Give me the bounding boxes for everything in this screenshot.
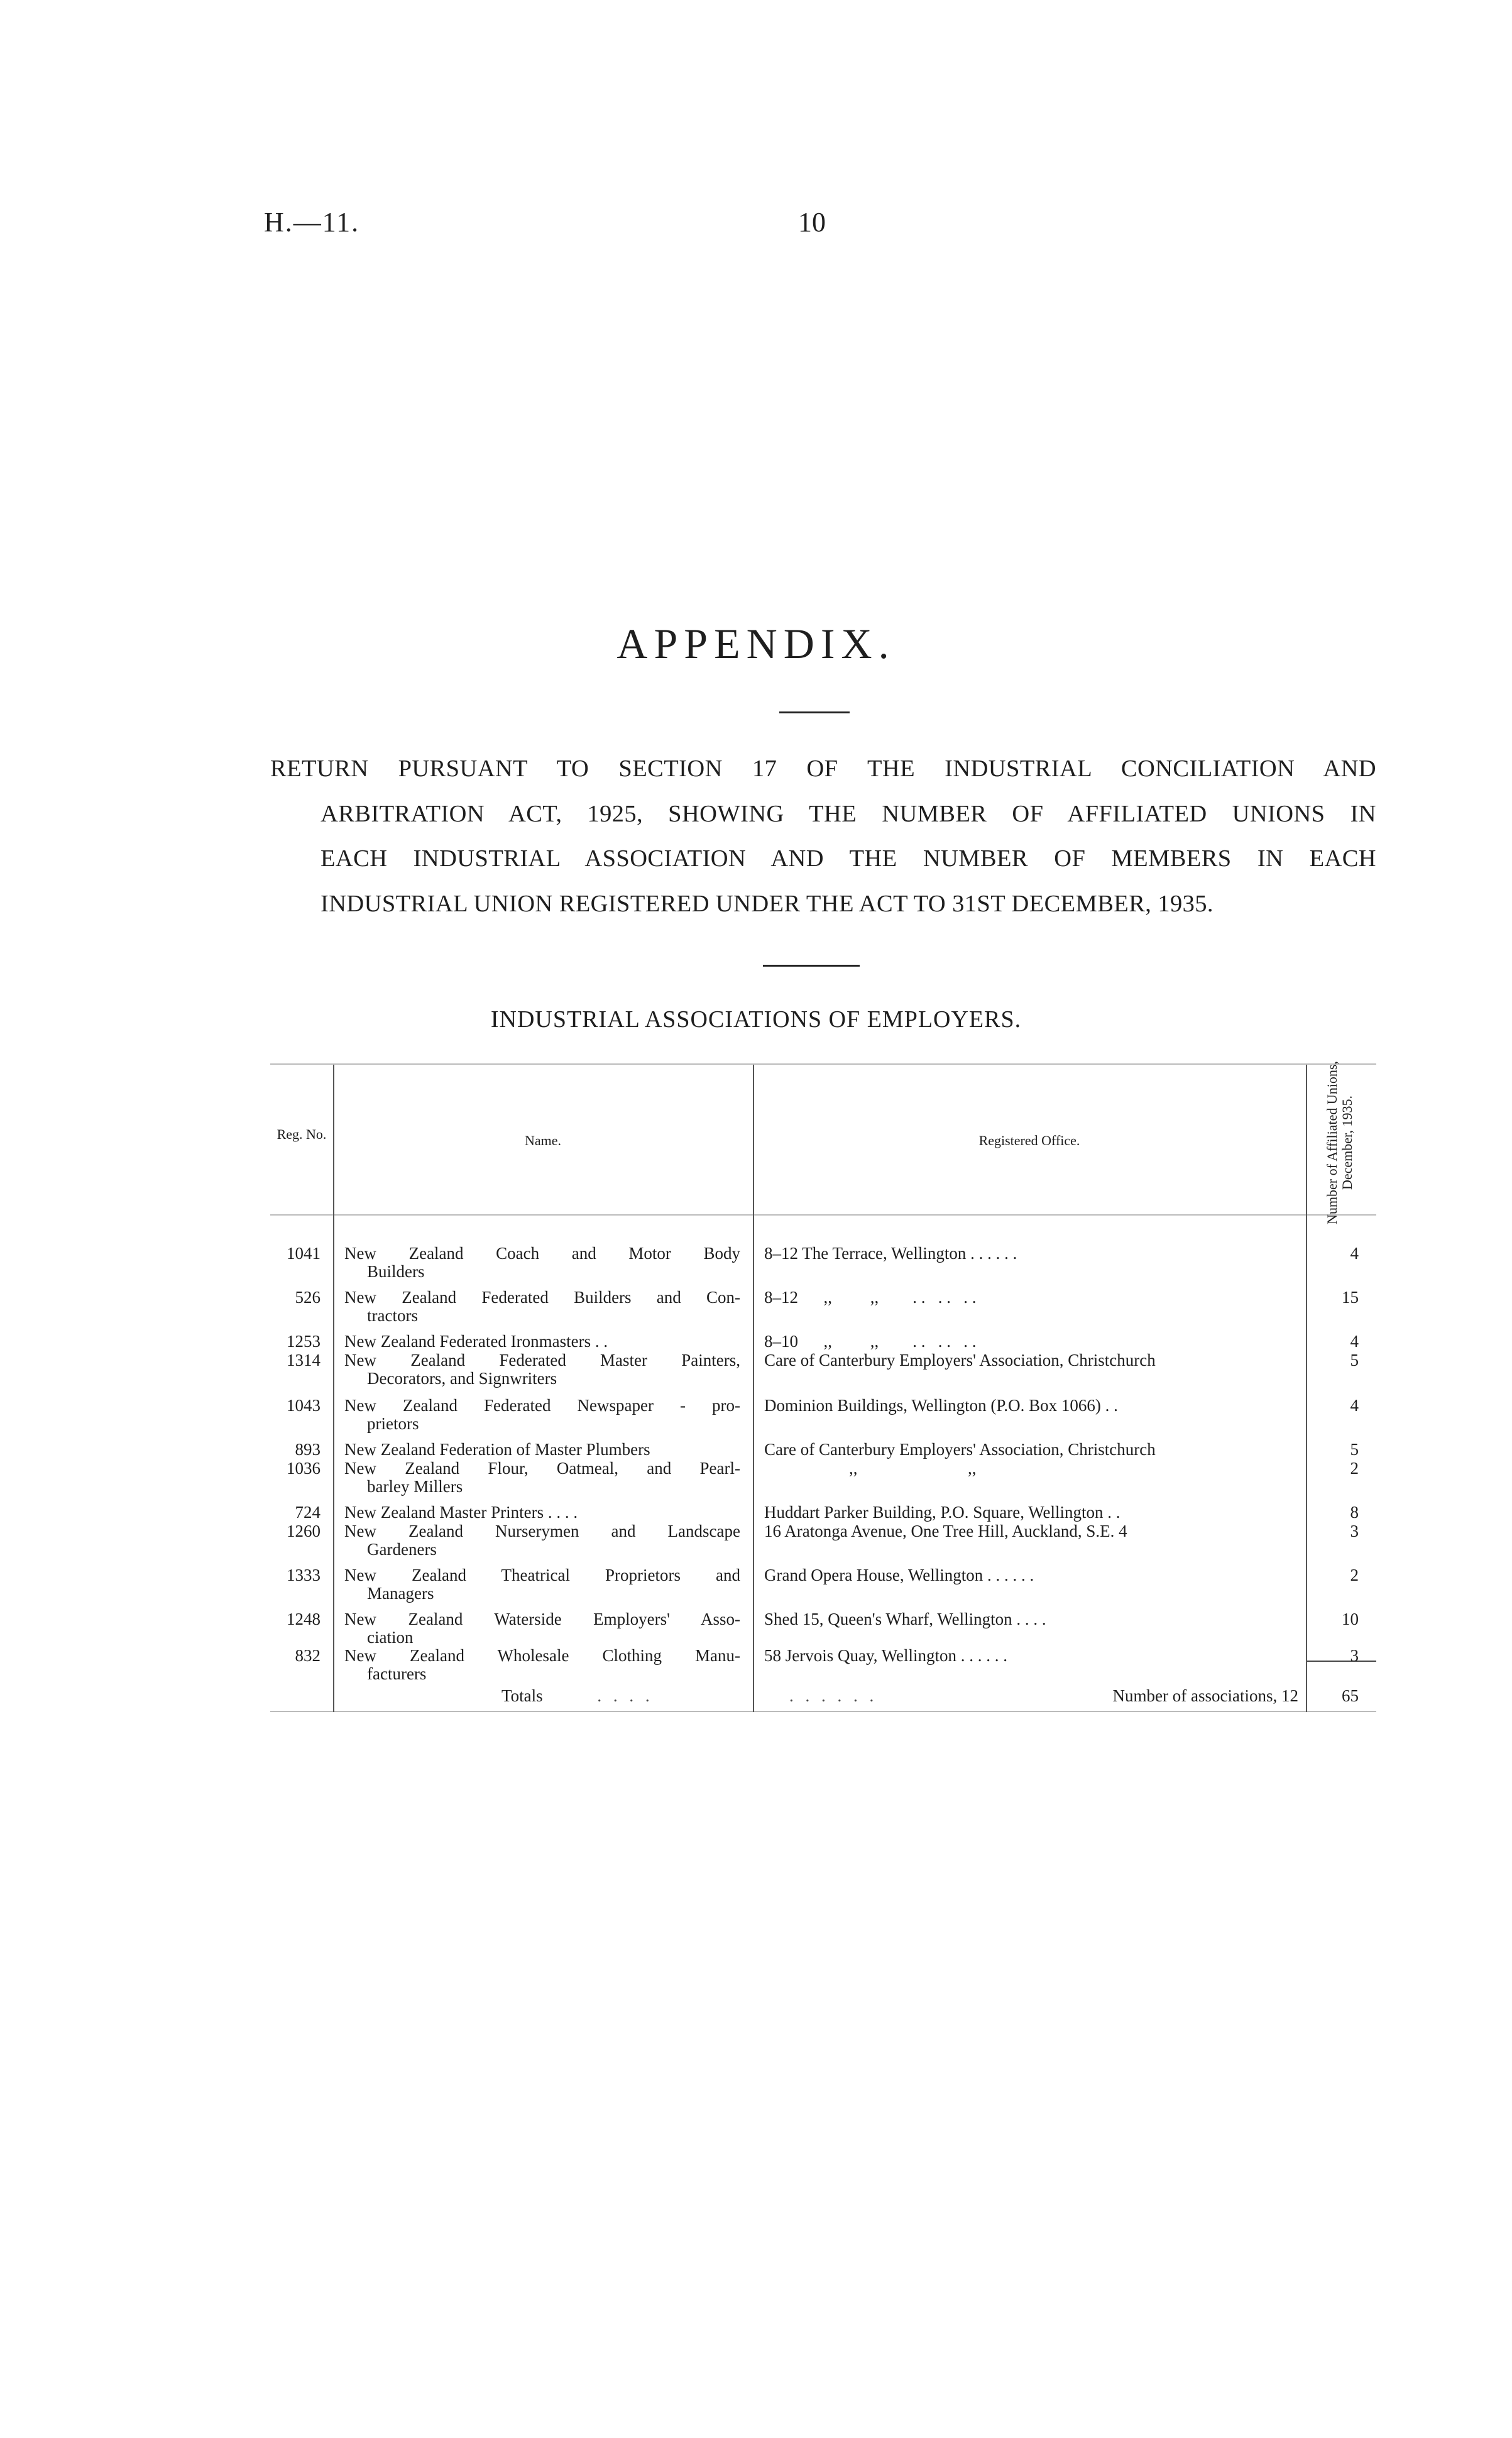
affiliated-count: 4: [1350, 1244, 1359, 1263]
reg-no: 893: [295, 1440, 320, 1459]
reg-no: 1036: [287, 1459, 320, 1478]
title-divider: [779, 711, 850, 713]
page-number: 10: [798, 207, 826, 238]
registered-office: Care of Canterbury Employers' Association, Christchurch: [764, 1440, 1156, 1459]
registered-office: Dominion Buildings, Wellington (P.O. Box 1066) . .: [764, 1396, 1118, 1415]
header-name: Name.: [524, 1133, 562, 1148]
registered-office: ,, ,,: [764, 1459, 977, 1478]
registered-office: Shed 15, Queen's Wharf, Wellington . . . .: [764, 1610, 1046, 1628]
header-office: Registered Office.: [978, 1133, 1080, 1148]
affiliated-count: 10: [1342, 1610, 1359, 1628]
affiliated-count: 5: [1350, 1440, 1359, 1459]
reg-no: 1248: [287, 1610, 320, 1628]
total-affiliated-count: 65: [1342, 1686, 1359, 1705]
totals-office-dots: . . . . . .: [789, 1686, 878, 1705]
reg-no: 526: [295, 1288, 320, 1307]
reg-no: 832: [295, 1646, 320, 1665]
totals-office-cell: [764, 1686, 1298, 1705]
affiliated-count: 4: [1350, 1332, 1359, 1351]
registered-office: 58 Jervois Quay, Wellington . . . . . .: [764, 1646, 1008, 1665]
reg-no: 1043: [287, 1396, 320, 1415]
totals-leader-dots: . . . .: [597, 1686, 654, 1705]
reg-no: 1333: [287, 1566, 320, 1584]
affiliated-count: 15: [1342, 1288, 1359, 1307]
affiliated-count: 8: [1350, 1503, 1359, 1522]
registered-office: 8–12 The Terrace, Wellington . . . . . .: [764, 1244, 1017, 1263]
association-name: New Zealand Federated Newspaper - pro- prietors: [344, 1396, 740, 1433]
intro-line: RETURN PURSUANT TO SECTION 17 OF THE INDUSTRIAL CONCILIATION AND: [270, 755, 1376, 782]
intro-line: EACH INDUSTRIAL ASSOCIATION AND THE NUMBER OF MEMBERS IN EACH: [320, 845, 1376, 872]
registered-office: Grand Opera House, Wellington . . . . . .: [764, 1566, 1034, 1584]
association-name: New Zealand Flour, Oatmeal, and Pearl- barley Millers: [344, 1459, 740, 1496]
column-divider: [1306, 1065, 1307, 1712]
page-reference: H.—11.: [264, 207, 360, 238]
association-name: New Zealand Nurserymen and Landscape Gardeners: [344, 1522, 740, 1559]
association-name: New Zealand Federation of Master Plumbers: [344, 1440, 650, 1459]
affiliated-count: 3: [1350, 1646, 1359, 1665]
intro-line: INDUSTRIAL UNION REGISTERED UNDER THE ACT TO 31ST DECEMBER, 1935.: [320, 890, 1213, 917]
associations-table: [270, 1063, 1376, 1717]
column-divider: [333, 1065, 334, 1712]
registered-office: 16 Aratonga Avenue, One Tree Hill, Auckland, S.E. 4: [764, 1522, 1127, 1540]
intro-paragraph: [270, 747, 1376, 926]
reg-no: 1314: [287, 1351, 320, 1370]
column-divider: [753, 1065, 754, 1712]
intro-line: ARBITRATION ACT, 1925, SHOWING THE NUMBER OF AFFILIATED UNIONS IN: [320, 800, 1376, 827]
association-name: New Zealand Federated Builders and Con- tractors: [344, 1288, 740, 1325]
registered-office: Huddart Parker Building, P.O. Square, Wellington . .: [764, 1503, 1120, 1522]
association-name: New Zealand Wholesale Clothing Manu- facturers: [344, 1646, 740, 1683]
section-title: INDUSTRIAL ASSOCIATIONS OF EMPLOYERS.: [490, 1006, 1022, 1033]
table-top-rule: [270, 1063, 1376, 1065]
header-bottom-rule: [270, 1214, 1376, 1216]
table-bottom-rule: [270, 1711, 1376, 1712]
registered-office: 8–12 ,, ,, . . . . . .: [764, 1288, 977, 1307]
totals-label: Totals: [501, 1686, 543, 1705]
associations-count-text: Number of associations, 12: [1112, 1686, 1298, 1705]
reg-no: 1041: [287, 1244, 320, 1263]
registered-office: 8–10 ,, ,, . . . . . .: [764, 1332, 977, 1351]
association-name: New Zealand Master Printers . . . .: [344, 1503, 578, 1522]
appendix-title: APPENDIX.: [616, 620, 896, 667]
affiliated-count: 4: [1350, 1396, 1359, 1415]
registered-office: Care of Canterbury Employers' Association, Christchurch: [764, 1351, 1156, 1370]
reg-no: 1260: [287, 1522, 320, 1540]
affiliated-count: 5: [1350, 1351, 1359, 1370]
association-name: New Zealand Federated Ironmasters . .: [344, 1332, 608, 1351]
association-name: New Zealand Coach and Motor Body Builders: [344, 1244, 740, 1281]
header-affiliated-unions: Number of Affiliated Unions, December, 1935.: [1324, 1061, 1355, 1224]
header-reg-no: Reg. No.: [277, 1126, 327, 1142]
reg-no: 724: [295, 1503, 320, 1522]
affiliated-count: 2: [1350, 1566, 1359, 1584]
reg-no: 1253: [287, 1332, 320, 1351]
association-name: New Zealand Theatrical Proprietors and Managers: [344, 1566, 740, 1603]
affiliated-count: 2: [1350, 1459, 1359, 1478]
association-name: New Zealand Waterside Employers' Asso- ciation: [344, 1610, 740, 1647]
affiliated-count: 3: [1350, 1522, 1359, 1540]
association-name: New Zealand Federated Master Painters, Decorators, and Signwriters: [344, 1351, 740, 1388]
section-divider: [763, 965, 860, 967]
